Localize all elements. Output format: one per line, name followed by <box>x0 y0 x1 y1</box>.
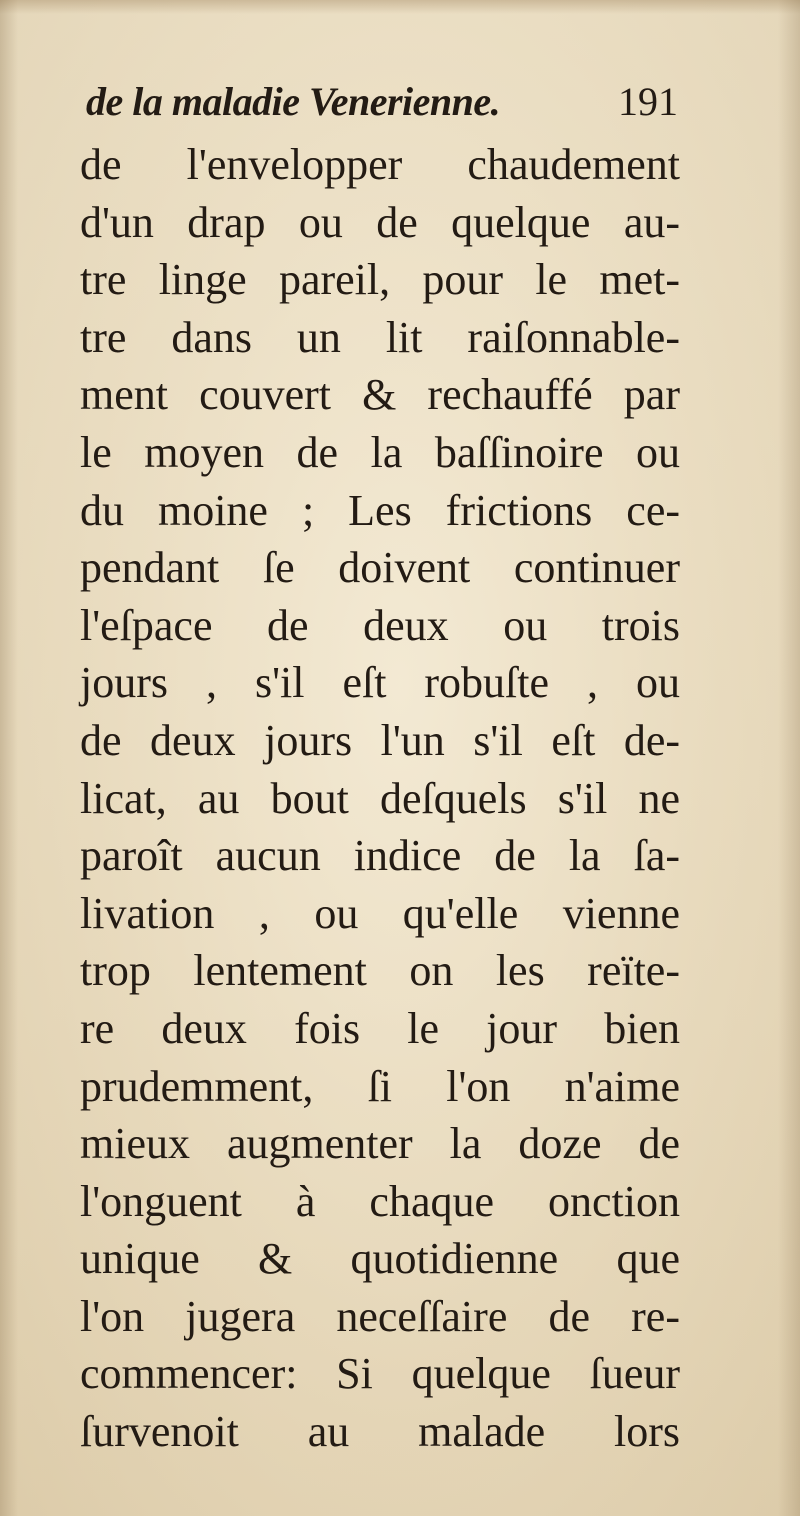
text-line: ment couvert & rechauffé par <box>80 370 680 420</box>
page-number: 191 <box>618 79 678 124</box>
text-line: pendant ſe doivent continuer <box>80 543 680 593</box>
text-line: mieux augmenter la doze de <box>80 1119 680 1169</box>
text-line: commencer: Si quelque ſueur <box>80 1349 680 1399</box>
text-line: l'eſpace de deux ou trois <box>80 600 680 650</box>
running-title: de la maladie Venerienne. <box>86 79 501 124</box>
text-line: unique & quotidienne que <box>80 1234 680 1284</box>
page-edge-shadow-right <box>778 0 800 1516</box>
text-line: d'un drap ou de quelque au- <box>80 197 680 247</box>
text-line: re deux fois le jour bien <box>80 1003 680 1053</box>
page-edge-shadow-left <box>0 0 18 1516</box>
body-text <box>80 136 680 1461</box>
text-line: le moyen de la baſſinoire ou <box>80 427 680 477</box>
text-line: paroît aucun indice de la ſa- <box>80 831 680 881</box>
text-line: ſurvenoit au malade lors <box>80 1407 680 1457</box>
page-edge-shadow-top <box>0 0 800 14</box>
text-line: licat, au bout deſquels s'il ne <box>80 773 680 823</box>
text-line: de l'envelopper chaudement <box>80 140 680 189</box>
text-line: prudemment, ſi l'on n'aime <box>80 1061 680 1111</box>
text-line: livation , ou qu'elle vienne <box>80 888 680 938</box>
text-line: tre dans un lit raiſonnable- <box>80 312 680 362</box>
page-header <box>86 70 678 132</box>
text-line: du moine ; Les frictions ce- <box>80 485 680 535</box>
text-line: trop lentement on les reïte- <box>80 946 680 996</box>
text-line: tre linge pareil, pour le met- <box>80 255 680 305</box>
text-line: l'on jugera neceſſaire de re- <box>80 1291 680 1341</box>
text-line: jours , s'il eſt robuſte , ou <box>80 658 680 708</box>
text-line: de deux jours l'un s'il eſt de- <box>80 715 680 765</box>
text-line: l'onguent à chaque onction <box>80 1176 680 1226</box>
